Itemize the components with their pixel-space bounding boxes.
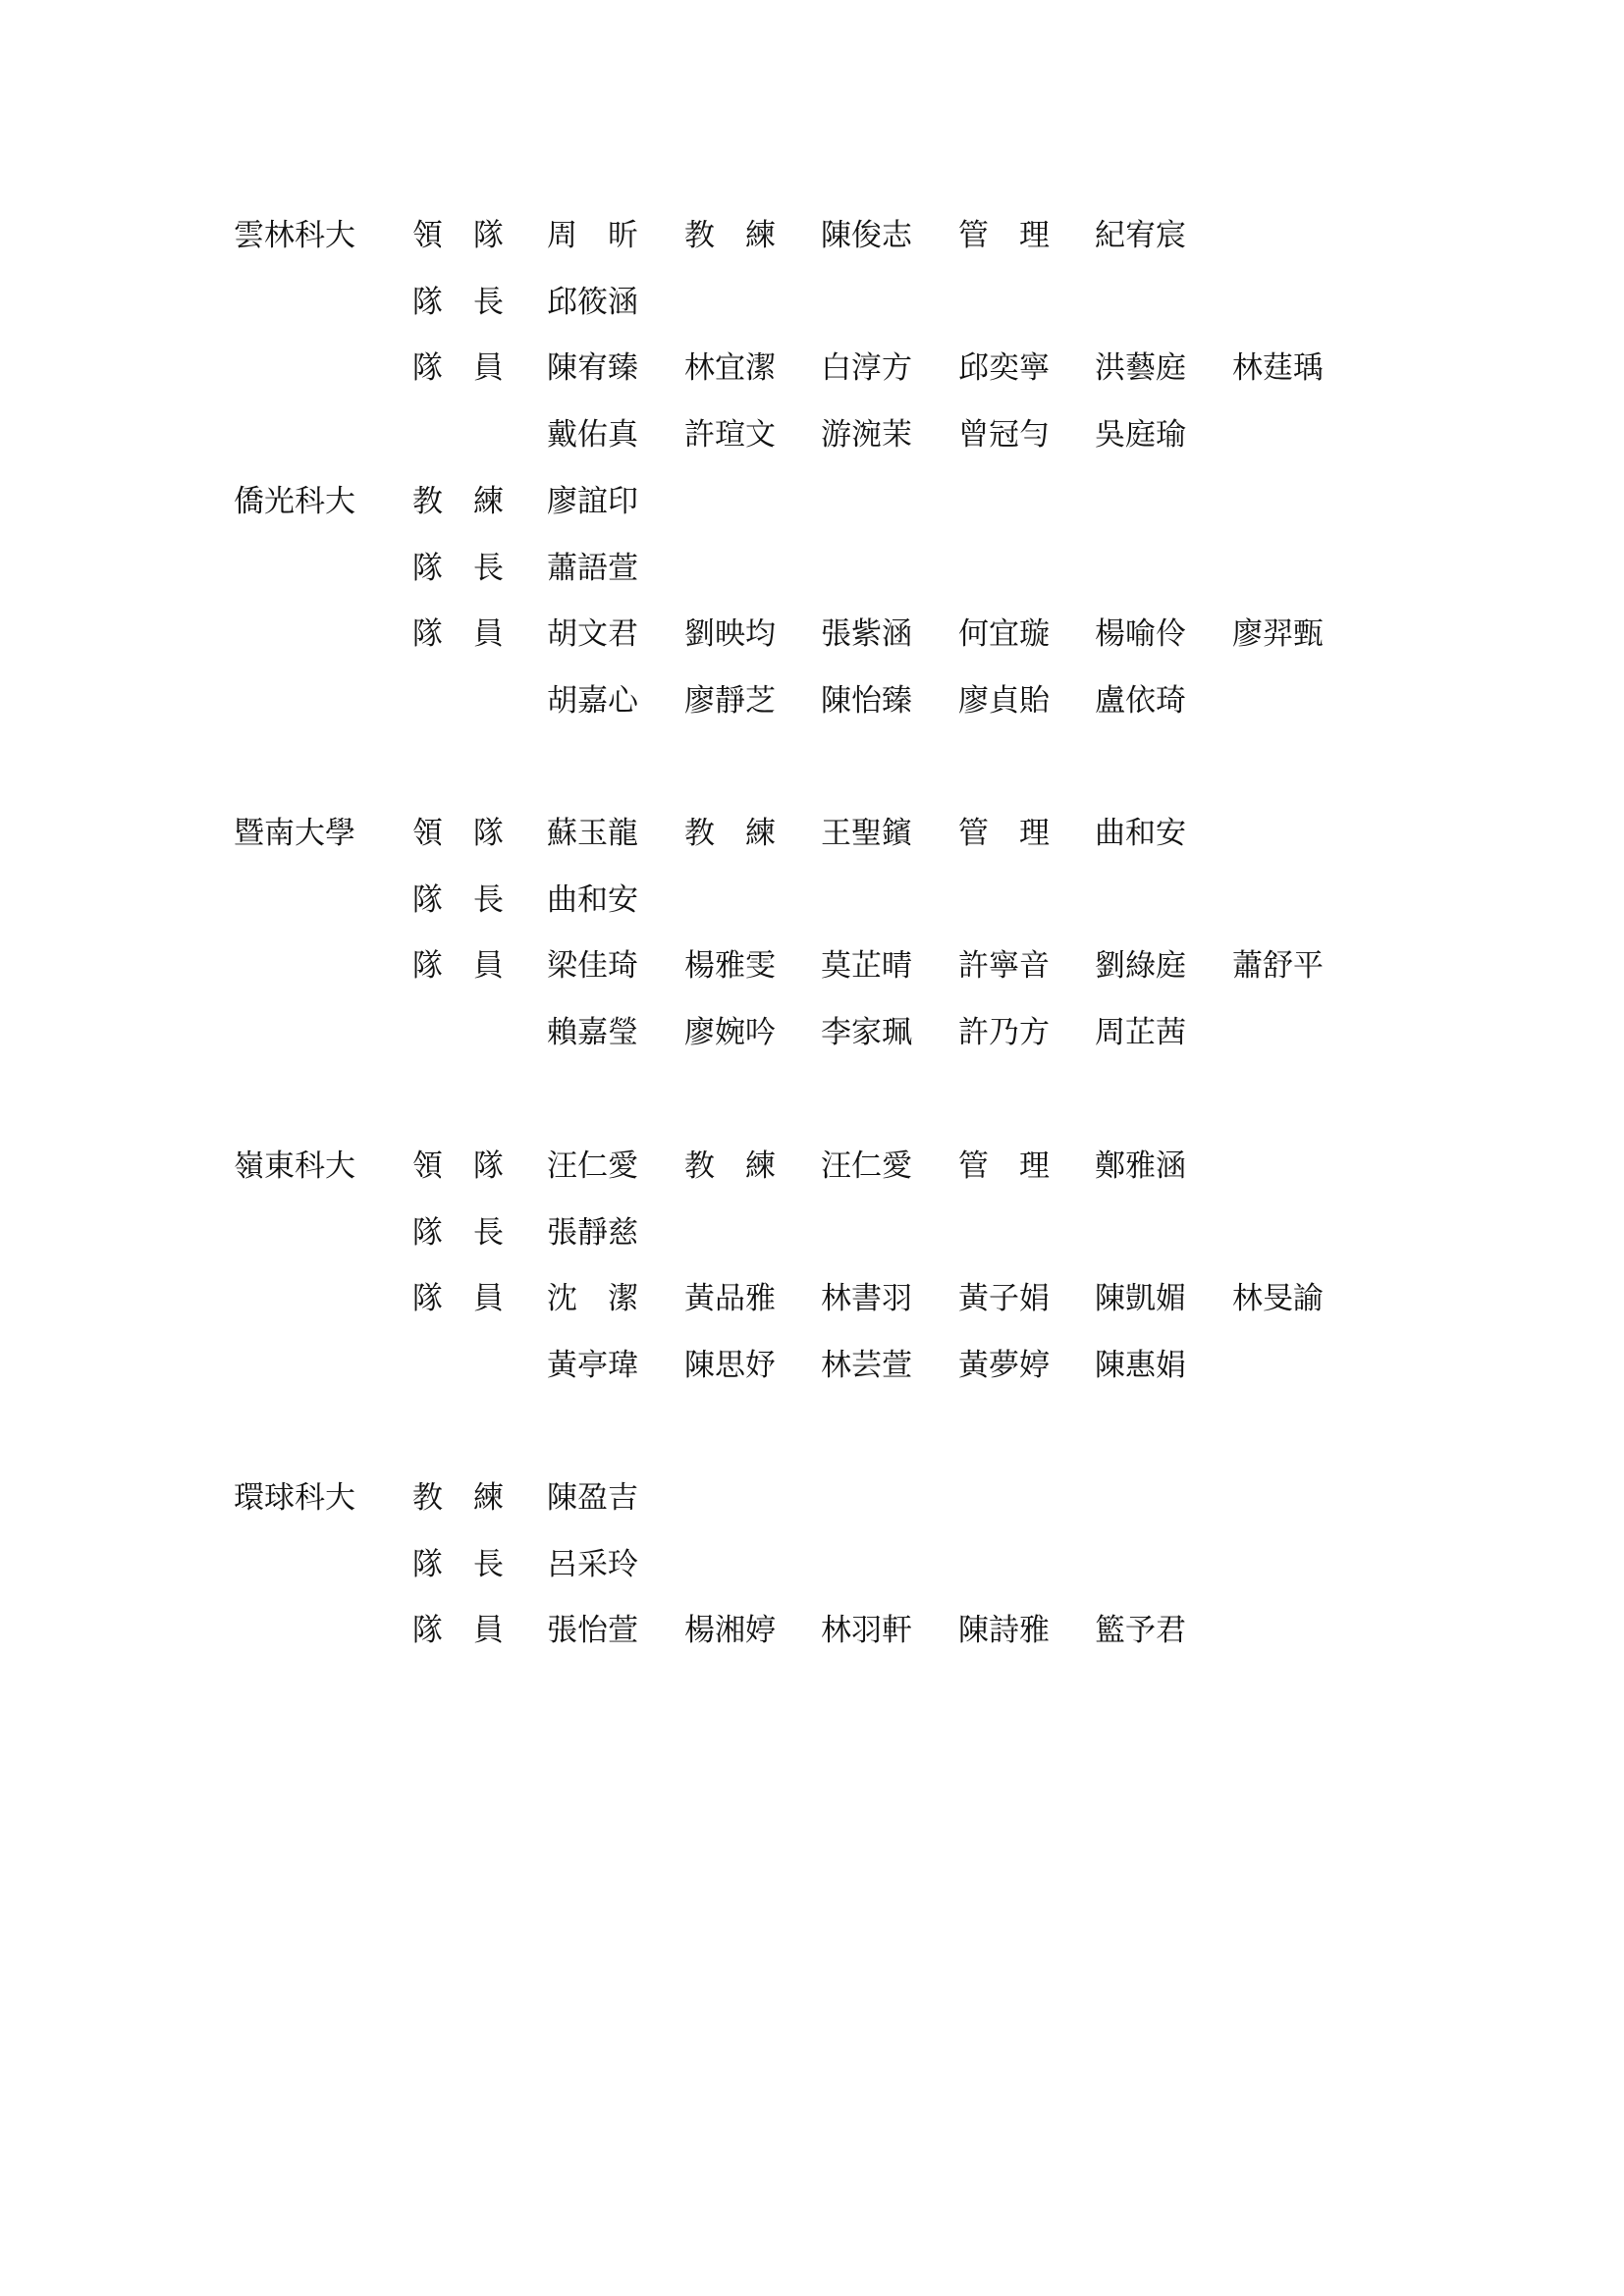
roster-cell: 林羽軒 <box>821 1613 912 1648</box>
roster-cell: 周芷茜 <box>1095 1015 1186 1050</box>
roster-cell: 許乃方 <box>958 1015 1050 1050</box>
roster-cell: 許瑄文 <box>684 417 776 453</box>
roster-cell: 黃品雅 <box>684 1281 776 1316</box>
roster-cell: 洪藝庭 <box>1095 350 1186 386</box>
roster-cell: 黃子娟 <box>958 1281 1050 1316</box>
roster-cell: 陳凱媚 <box>1095 1281 1186 1316</box>
roster-cell: 曲和安 <box>547 882 638 918</box>
roster-cell: 林宜潔 <box>684 350 776 386</box>
roster-cell: 胡文君 <box>547 616 638 652</box>
role-label: 領 隊 <box>412 1148 504 1184</box>
roster-cell: 何宜璇 <box>958 616 1050 652</box>
roster-cell: 管 理 <box>958 218 1050 253</box>
role-label: 隊 長 <box>412 1215 504 1251</box>
roster-cell: 管 理 <box>958 1148 1050 1184</box>
role-label: 教 練 <box>412 484 504 519</box>
roster-cell: 廖婉吟 <box>684 1015 776 1050</box>
roster-cell: 林書羽 <box>821 1281 912 1316</box>
roster-cell: 廖羿甄 <box>1232 616 1324 652</box>
roster-cell: 莫芷晴 <box>821 948 912 984</box>
roster-cell: 黃亭瑋 <box>547 1348 638 1383</box>
roster-cell: 陳俊志 <box>821 218 912 253</box>
roster-cell: 劉映均 <box>684 616 776 652</box>
roster-cell: 鄭雅涵 <box>1095 1148 1186 1184</box>
roster-cell: 陳思妤 <box>684 1348 776 1383</box>
roster-cell: 張靜慈 <box>547 1215 638 1251</box>
roster-cell: 張怡萱 <box>547 1613 638 1648</box>
role-label: 領 隊 <box>412 218 504 253</box>
roster-cell: 周 昕 <box>547 218 638 253</box>
roster-cell: 呂采玲 <box>547 1547 638 1582</box>
roster-cell: 吳庭瑜 <box>1095 417 1186 453</box>
roster-cell: 教 練 <box>684 218 776 253</box>
roster-cell: 賴嘉瑩 <box>547 1015 638 1050</box>
roster-cell: 沈 潔 <box>547 1281 638 1316</box>
role-label: 隊 員 <box>412 948 504 984</box>
role-label: 教 練 <box>412 1480 504 1516</box>
roster-cell: 梁佳琦 <box>547 948 638 984</box>
roster-cell: 邱奕寧 <box>958 350 1050 386</box>
role-label: 隊 長 <box>412 285 504 320</box>
roster-cell: 汪仁愛 <box>821 1148 912 1184</box>
role-label: 隊 員 <box>412 1281 504 1316</box>
roster-cell: 許寧音 <box>958 948 1050 984</box>
role-label: 隊 員 <box>412 350 504 386</box>
roster-cell: 曾冠勻 <box>958 417 1050 453</box>
roster-cell: 陳盈吉 <box>547 1480 638 1516</box>
roster-cell: 劉綠庭 <box>1095 948 1186 984</box>
roster-cell: 游涴茉 <box>821 417 912 453</box>
roster-cell: 楊雅雯 <box>684 948 776 984</box>
roster-cell: 林芸萱 <box>821 1348 912 1383</box>
roster-cell: 陳惠娟 <box>1095 1348 1186 1383</box>
roster-cell: 陳怡臻 <box>821 683 912 719</box>
roster-cell: 汪仁愛 <box>547 1148 638 1184</box>
school-name: 僑光科大 <box>234 484 355 519</box>
role-label: 隊 員 <box>412 1613 504 1648</box>
school-name: 環球科大 <box>234 1480 355 1516</box>
roster-cell: 戴佑真 <box>547 417 638 453</box>
roster-cell: 林旻諭 <box>1232 1281 1324 1316</box>
roster-cell: 盧依琦 <box>1095 683 1186 719</box>
roster-cell: 白淳方 <box>821 350 912 386</box>
roster-cell: 林莛瑀 <box>1232 350 1324 386</box>
roster-cell: 蕭舒平 <box>1232 948 1324 984</box>
school-name: 暨南大學 <box>234 816 355 851</box>
roster-cell: 教 練 <box>684 816 776 851</box>
roster-cell: 教 練 <box>684 1148 776 1184</box>
role-label: 隊 長 <box>412 882 504 918</box>
roster-cell: 張紫涵 <box>821 616 912 652</box>
school-name: 雲林科大 <box>234 218 355 253</box>
roster-cell: 廖貞貽 <box>958 683 1050 719</box>
roster-cell: 陳詩雅 <box>958 1613 1050 1648</box>
roster-cell: 楊喻伶 <box>1095 616 1186 652</box>
roster-cell: 胡嘉心 <box>547 683 638 719</box>
roster-cell: 黃夢婷 <box>958 1348 1050 1383</box>
roster-cell: 管 理 <box>958 816 1050 851</box>
roster-cell: 王聖鑌 <box>821 816 912 851</box>
roster-cell: 紀宥宸 <box>1095 218 1186 253</box>
role-label: 隊 長 <box>412 1547 504 1582</box>
roster-cell: 蘇玉龍 <box>547 816 638 851</box>
roster-cell: 邱筱涵 <box>547 285 638 320</box>
role-label: 領 隊 <box>412 816 504 851</box>
roster-cell: 曲和安 <box>1095 816 1186 851</box>
roster-cell: 廖靜芝 <box>684 683 776 719</box>
roster-cell: 廖誼印 <box>547 484 638 519</box>
roster-cell: 陳宥臻 <box>547 350 638 386</box>
role-label: 隊 長 <box>412 551 504 586</box>
roster-cell: 籃予君 <box>1095 1613 1186 1648</box>
school-name: 嶺東科大 <box>234 1148 355 1184</box>
roster-cell: 李家珮 <box>821 1015 912 1050</box>
roster-cell: 蕭語萱 <box>547 551 638 586</box>
role-label: 隊 員 <box>412 616 504 652</box>
roster-cell: 楊湘婷 <box>684 1613 776 1648</box>
